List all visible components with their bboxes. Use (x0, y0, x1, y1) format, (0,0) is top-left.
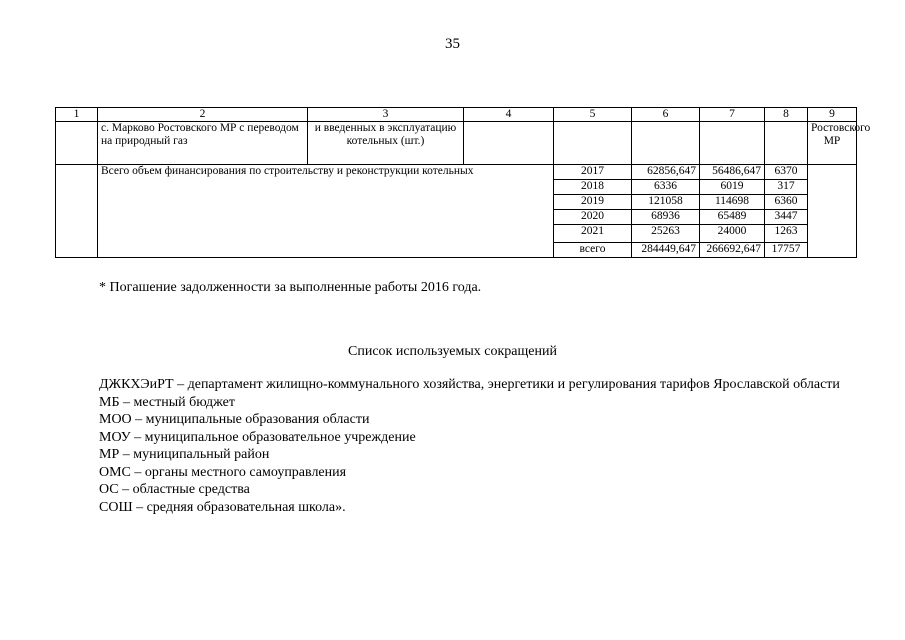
indicator-cell: и введенных в эксплуатацию котельных (шт.) (308, 122, 464, 165)
table-cell (700, 122, 765, 165)
table-header-row (56, 108, 857, 122)
table-cell (56, 165, 98, 258)
value-cell: 6336 (632, 180, 700, 195)
table-row (56, 122, 857, 165)
table-cell (56, 122, 98, 165)
header-cell: 5 (554, 108, 632, 122)
abbreviation-item: ОС – областные средства (99, 482, 250, 497)
year-cell: 2018 (554, 180, 632, 195)
abbreviations-title: Список используемых сокращений (348, 344, 557, 359)
table-cell (808, 165, 857, 258)
year-cell: 2019 (554, 195, 632, 210)
value-cell: 6019 (700, 180, 765, 195)
responsible-cell: Ростовского МР (808, 122, 857, 165)
abbreviation-item: МР – муниципальный район (99, 447, 270, 462)
abbreviation-item: ДЖКХЭиРТ – департамент жилищно-коммунального хозяйства, энергетики и регулирования тарифов Ярославской области (99, 377, 840, 392)
year-cell: 2020 (554, 210, 632, 225)
year-cell: 2021 (554, 225, 632, 243)
header-cell: 6 (632, 108, 700, 122)
value-cell: 317 (765, 180, 808, 195)
object-name-cell: с. Марково Ростовского МР с переводом на природный газ (98, 122, 308, 165)
abbreviation-item: СОШ – средняя образовательная школа». (99, 499, 346, 515)
table-cell (632, 122, 700, 165)
table-cell (464, 122, 554, 165)
value-cell: 3447 (765, 210, 808, 225)
table-row (56, 165, 857, 180)
abbreviations-list (62, 376, 848, 516)
total-label-cell: Всего объем финансирования по строительству и реконструкции котельных (98, 165, 554, 258)
abbreviation-item: МОУ – муниципальное образовательное учреждение (99, 429, 416, 445)
header-cell: 1 (56, 108, 98, 122)
value-cell: 1263 (765, 225, 808, 243)
table-cell (554, 122, 632, 165)
value-cell: 284449,647 (632, 243, 700, 258)
value-cell: 24000 (700, 225, 765, 243)
page-number: 35 (445, 36, 460, 52)
value-cell: 65489 (700, 210, 765, 225)
financing-table (55, 107, 871, 258)
value-cell: 25263 (632, 225, 700, 243)
year-cell: 2017 (554, 165, 632, 180)
value-cell: 266692,647 (700, 243, 765, 258)
value-cell: 68936 (632, 210, 700, 225)
abbreviation-item: МБ – местный бюджет (99, 394, 235, 410)
header-cell: 4 (464, 108, 554, 122)
header-cell: 2 (98, 108, 308, 122)
value-cell: 6370 (765, 165, 808, 180)
year-cell: всего (554, 243, 632, 258)
value-cell: 114698 (700, 195, 765, 210)
table-cell (765, 122, 808, 165)
header-cell: 7 (700, 108, 765, 122)
value-cell: 62856,647 (632, 165, 700, 180)
header-cell: 8 (765, 108, 808, 122)
footnote: * Погашение задолженности за выполненные работы 2016 года. (99, 280, 482, 295)
abbreviation-item: ОМС – органы местного самоуправления (99, 464, 347, 480)
header-cell: 3 (308, 108, 464, 122)
value-cell: 6360 (765, 195, 808, 210)
value-cell: 17757 (765, 243, 808, 258)
abbreviation-item: МОО – муниципальные образования области (99, 412, 370, 427)
header-cell: 9 (808, 108, 857, 122)
value-cell: 56486,647 (700, 165, 765, 180)
value-cell: 121058 (632, 195, 700, 210)
